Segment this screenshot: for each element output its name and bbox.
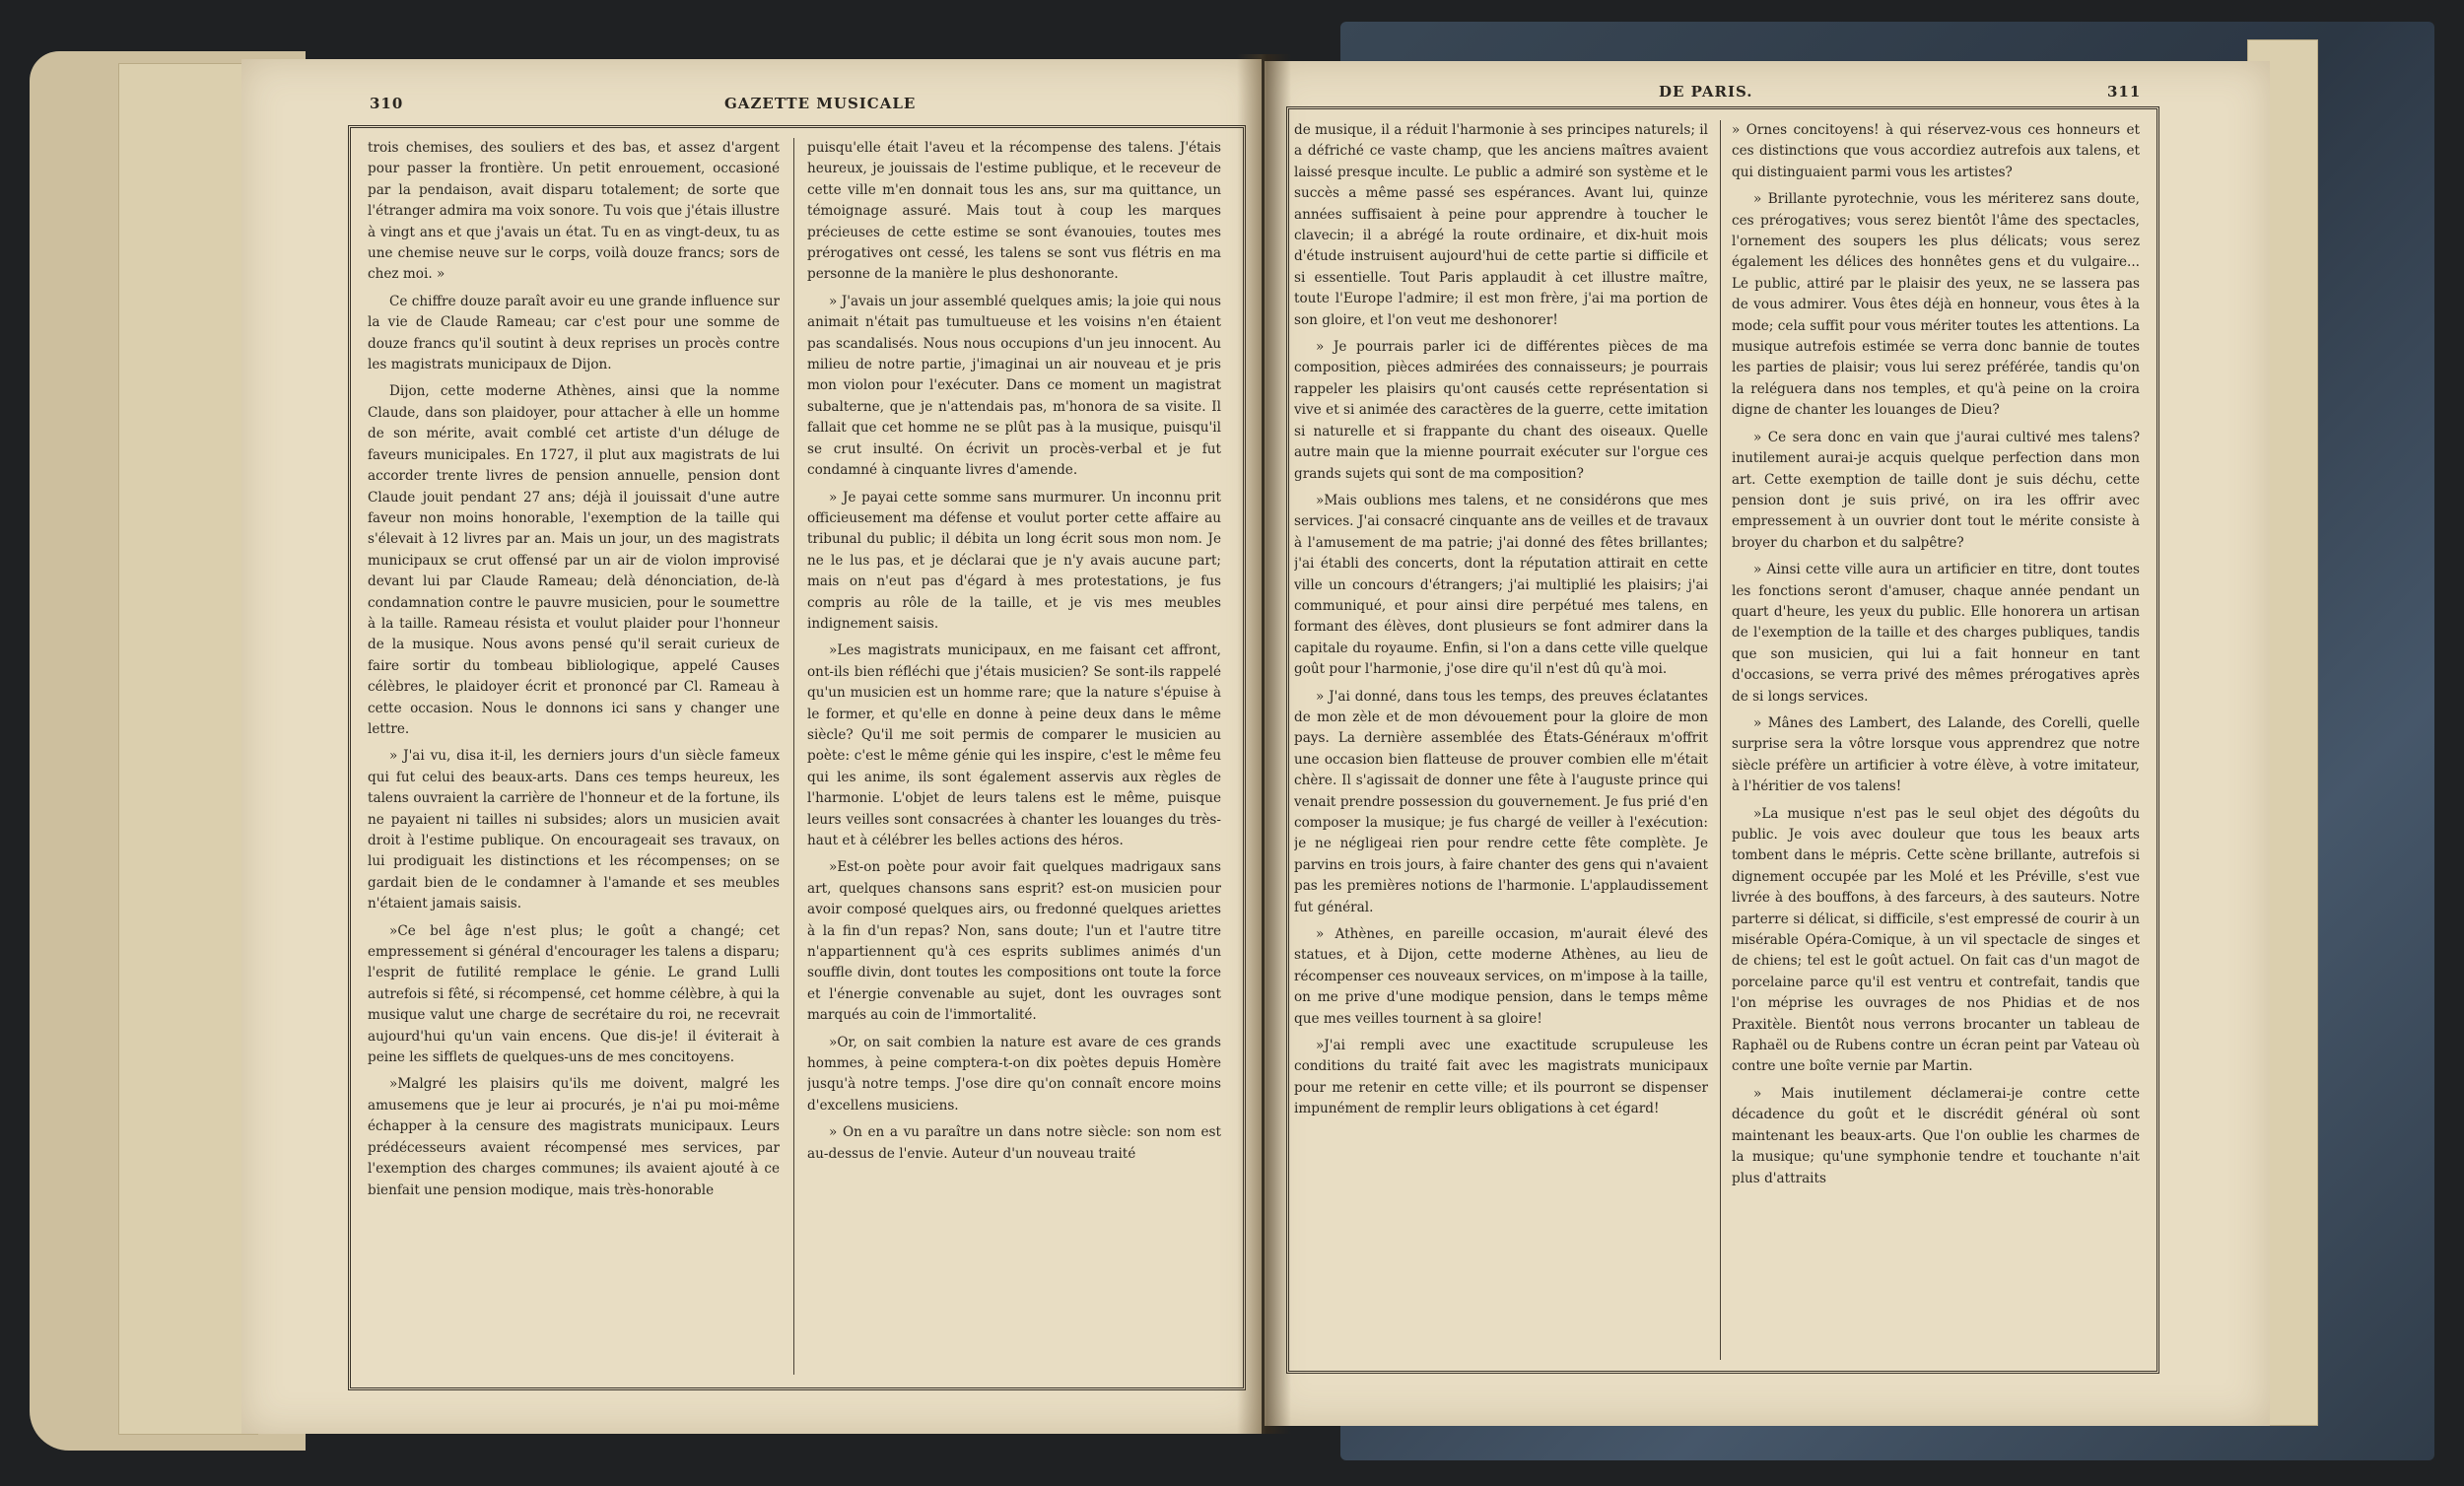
paragraph: »J'ai rempli avec une exactitude scrupuleuse les conditions du traité fait avec les magistrats municipaux pour me retenir en cette ville; et ils pourront se dispenser impunément de remplir leurs obligations à cet égard! xyxy=(1294,1038,1708,1117)
page-edges-left xyxy=(118,63,258,1435)
paragraph: »Mais oublions mes talens, et ne considérons que mes services. J'ai consacré cinquante ans de veilles et de travaux à l'amusement de ma patrie; j'ai donné des fêtes brillantes; j'ai établi des concerts, dont la réputation attirait en cette ville un concours d'étrangers; j'ai multiplié les plaisirs; j'ai communiqué, et pour ainsi dire perpétué mes talens, en formant des élèves, dont plusieurs se font admirer dans la capitale du royaume. Enfin, si l'on a dans cette ville quelque goût pour l'harmonie, j'ose dire qu'il n'est dû qu'à moi. xyxy=(1294,492,1708,678)
paragraph: »Ce bel âge n'est plus; le goût a changé; cet empressement si général d'encourager les talens a disparu; l'esprit de futilité remplace le génie. Le grand Lulli autrefois si fêté, si récompensé, cet homme célèbre, à qui la musique valut une charge de secrétaire du roi, ne recevrait aujourd'hui qu'un vain encens. Que dis-je! il éviterait à peine les sifflets de quelques-uns de mes concitoyens. xyxy=(368,922,780,1066)
column-rule-right xyxy=(1720,120,1721,1360)
paragraph: »La musique n'est pas le seul objet des dégoûts du public. Je vois avec douleur que tous les beaux arts tombent dans le mépris. Cette scène brillante, autrefois si dignement occupée par les Molé et les Préville, s'est vue livrée à des bouffons, à des farceurs, à des sauteurs. Notre parterre si délicat, si difficile, s'est empressé de courir à un misérable Opéra-Comique, à un vil spectacle de singes et de chiens; tel est le goût actuel. On fait cas d'un magot de porcelaine parce qu'il est ventru et contrefait, tandis que l'on méprise les ouvrages de nos Phidias et de nos Praxitèle. Bientôt nous verrons brocanter un tableau de Raphaël ou de Rubens contre un écran peint par Vateau où contre une boîte vernie par Martin. xyxy=(1732,805,2140,1075)
paragraph: »Or, on sait combien la nature est avare de ces grands hommes, à peine comptera-t-on dix poètes depuis Homère jusqu'à notre temps. J'ose dire qu'on connaît encore moins d'excellens musiciens. xyxy=(807,1034,1221,1114)
page-number-right: 311 xyxy=(2107,83,2142,101)
running-head-right: DE PARIS. xyxy=(1659,83,1753,101)
paragraph: »Est-on poète pour avoir fait quelques madrigaux sans art, quelques chansons sans esprit? est-on musicien pour avoir composé quelques airs, ou fredonné quelques ariettes à la fin d'un repas? Non, sans doute; l'un et l'autre titre n'appartiennent qu'à ces esprits sublimes animés d'un souffle divin, dont toutes les compositions ont toute la force et l'énergie convenable au sujet, dont les ouvrages sont marqués au coin de l'immortalité. xyxy=(807,859,1221,1024)
left-page xyxy=(241,59,1262,1434)
paragraph: » On en a vu paraître un dans notre siècle: son nom est au-dessus de l'envie. Auteur d'un nouveau traité xyxy=(807,1124,1221,1162)
book-gutter xyxy=(1237,54,1291,1434)
paragraph: » J'avais un jour assemblé quelques amis; la joie qui nous animait n'était pas tumultueuse et les voisins n'en étaient pas scandalisés. Nous nous occupions d'un jeu innocent. Au milieu de notre partie, j'imaginai un air nouveau et je pris mon violon pour l'exécuter. Dans ce moment un magistrat subalterne, que je n'attendais pas, m'honora de sa visite. Il fallait que cet homme ne se plût pas à la musique, puisqu'il se crut insulté. On écrivit un procès-verbal et je fut condamné à cinquante livres d'amende. xyxy=(807,293,1221,479)
paragraph: »Les magistrats municipaux, en me faisant cet affront, ont-ils bien réfléchi que j'étais musicien? Se sont-ils rappelé qu'un musicien est un homme rare; que la nature s'épuise à le former, et qu'elle en donne à peine deux dans le même siècle? Qu'il me soit permis de comparer le musicien au poète: c'est le même génie qui les inspire, c'est le même feu qui les anime, ils sont également asservis aux règles de l'harmonie. L'objet de leurs talens est le même, puisque leurs veilles sont consacrées à chanter les louanges du très-haut et à célébrer les belles actions des héros. xyxy=(807,642,1221,848)
paragraph: » Brillante pyrotechnie, vous les mériterez sans doute, ces prérogatives; vous serez bientôt l'âme des spectacles, l'ornement des soupers les plus délicats; vous serez également les délices des honnêtes gens et du vulgaire... Le public, attiré par le plaisir des yeux, ne se lassera pas de vous admirer. Vous êtes déjà en honneur, vous êtes à la mode; cela suffit pour vous mériter toutes les attentions. La musique autrefois estimée se verra donc bannie de toutes les parties de plaisir; vous lui serez préférée, tandis qu'on la reléguera dans nos temples, et qu'à peine on la croira digne de chanter les louanges de Dieu? xyxy=(1732,191,2140,419)
right-page xyxy=(1265,61,2270,1426)
paragraph: » Ainsi cette ville aura un artificier en titre, dont toutes les fonctions seront d'amuser, chaque année pendant un quart d'heure, les yeux du public. Elle honorera un artisan de l'exemption de la taille et des charges publiques, tandis que son musicien, qui lui a fait honneur en tant d'occasions, se verra privé des mêmes prérogatives après de si longs services. xyxy=(1732,562,2140,705)
paragraph: puisqu'elle était l'aveu et la récompense des talens. J'étais heureux, je jouissais de l'estime publique, et le receveur de cette ville m'en donnait tous les ans, sur ma quittance, un témoignage assuré. Mais tout à coup les marques précieuses de cette estime se sont évanouies, toutes mes prérogatives ont cessé, les talens se sont vus flétris en ma personne de la manière le plus deshonorante. xyxy=(807,140,1221,283)
column-rule-left xyxy=(793,138,794,1375)
paragraph: » Ce sera donc en vain que j'aurai cultivé mes talens? inutilement aurai-je acquis quelque perfection dans mon art. Cette exemption de taille dont je suis déchu, cette pension dont je suis privé, on ira les offrir avec empressement à un ouvrier dont tout le mérite consiste à broyer du charbon et du salpêtre? xyxy=(1732,429,2140,551)
paragraph: Ce chiffre douze paraît avoir eu une grande influence sur la vie de Claude Rameau; car c'est pour une somme de douze francs qu'il soutint à deux reprises un procès contre les magistrats municipaux de Dijon. xyxy=(368,293,780,373)
paragraph: » Athènes, en pareille occasion, m'aurait élevé des statues, et à Dijon, cette moderne Athènes, au lieu de récompenser ces nouveaux services, on m'impose à la taille, on me prive d'une modique pension, dans le temps même que mes veilles tournent à sa gloire! xyxy=(1294,926,1708,1027)
paragraph: de musique, il a réduit l'harmonie à ses principes naturels; il a défriché ce vaste champ, que les anciens maîtres avaient laissé presque inculte. Le public a admiré son système et le succès a même passé ses espérances. Avant lui, quinze années suffisaient à peine pour apprendre à toucher le clavecin; il a abrégé la route ordinaire, et dix-huit mois d'étude instruisent aujourd'hui de cette partie si difficile et si essentielle. Tout Paris applaudit à cet illustre maître, toute l'Europe l'admire; il est mon frère, j'ai ma portion de son gloire, et l'on veut me deshonorer! xyxy=(1294,122,1708,328)
text-column-left-2 xyxy=(807,138,1221,1375)
paragraph: » J'ai donné, dans tous les temps, des preuves éclatantes de mon zèle et de mon dévouement pour la gloire de mon pays. La dernière assemblée des États-Généraux m'offrit une occasion bien flatteuse de prouver combien elle m'était chère. Il s'agissait de donner une fête à l'auguste prince qui venait prendre possession du gouvernement. Je fus prié d'en composer la musique; je fus chargé de veiller à l'exécution: je ne négligeai rien pour rendre cette fête complète. Je parvins en trois jours, à faire chanter des gens qui n'avaient pas les premières notions de l'harmonie. L'applaudissement fut général. xyxy=(1294,688,1708,915)
paragraph: » Mais inutilement déclamerai-je contre cette décadence du goût et le discrédit général où sont maintenant les beaux-arts. Que l'on oublie les charmes de la musique; qu'une symphonie tendre et touchante n'ait plus d'attraits xyxy=(1732,1085,2140,1186)
text-column-right-2 xyxy=(1732,120,2140,1360)
paragraph: » Je payai cette somme sans murmurer. Un inconnu prit officieusement ma défense et voulut porter cette affaire au tribunal du public; il débita un long écrit sous mon nom. Je ne le lus pas, et je déclarai que je n'y avais aucune part; mais on n'eut pas d'égard à mes protestations, je fus compris au rôle de la taille, et je vis mes meubles indignement saisis. xyxy=(807,489,1221,632)
paragraph: »Malgré les plaisirs qu'ils me doivent, malgré les amusemens que je leur ai procurés, je n'ai pu moi-même échapper à la censure des magistrats municipaux. Leurs prédécesseurs avaient récompensé mes services, par l'exemption des charges communes; ils avaient ajouté à ce bienfait une pension modique, mais très-honorable xyxy=(368,1076,780,1198)
page-number-left: 310 xyxy=(370,95,404,112)
paragraph: » Mânes des Lambert, des Lalande, des Corelli, quelle surprise sera la vôtre lorsque vous apprendrez que notre siècle préfère un artificier à votre élève, à votre imitateur, à l'héritier de vos talens! xyxy=(1732,714,2140,795)
paragraph: Dijon, cette moderne Athènes, ainsi que la nomme Claude, dans son plaidoyer, pour attacher à elle un homme de son mérite, avait comblé cet artiste d'un déluge de faveurs municipales. En 1727, il plut aux magistrats de lui accorder trente livres de pension annuelle, pension dont Claude jouit pendant 27 ans; déjà il jouissait d'une autre faveur non moins honorable, l'exemption de la taille qui s'élevait à 12 livres par an. Mais un jour, un des magistrats municipaux se crut offensé par un air de violon improvisé devant lui par Claude Rameau; delà dénonciation, de-là condamnation contre le pauvre musicien, pour le soumettre à la taille. Rameau résista et voulut plaider pour l'honneur de la musique. Nous avons pensé qu'il serait curieux de faire sortir du tombeau bibliologique, appelé Causes célèbres, le plaidoyer écrit et prononcé par Cl. Rameau à cette occasion. Nous le donnons ici sans y changer une lettre. xyxy=(368,383,780,737)
text-column-left-1 xyxy=(368,138,780,1375)
paragraph: » Ornes concitoyens! à qui réservez-vous ces honneurs et ces distinctions que vous accordiez autrefois aux talens, et qui distinguaient parmi vous les artistes? xyxy=(1732,122,2140,180)
paragraph: » J'ai vu, disa it-il, les derniers jours d'un siècle fameux qui fut celui des beaux-arts. Dans ces temps heureux, les talens ouvraient la carrière de l'honneur et de la fortune, ils ne payaient ni tailles ni subsides; alors un musicien avait droit à l'estime publique. On encourageait ses travaux, on lui prodiguait les distinctions et les récompenses; on se gardait bien de le condamner à l'amande et ses meubles n'étaient jamais saisis. xyxy=(368,748,780,912)
paragraph: trois chemises, des souliers et des bas, et assez d'argent pour passer la frontière. Un petit enrouement, occasioné par la pendaison, avait disparu totalement; de sorte que l'étranger admira ma voix sonore. Tu vois que j'étais illustre à vingt ans et que j'avais un état. Tu en as vingt-deux, tu as une chemise neuve sur le corps, voilà douze francs; sors de chez moi. » xyxy=(368,140,780,283)
paragraph: » Je pourrais parler ici de différentes pièces de ma composition, pièces admirées des connaisseurs; je pourrais rappeler les plaisirs qu'ont causés cette représentation si vive et si animée des caractères de la guerre, cette imitation si naturelle et si frappante du chant des oiseaux. Quelle autre main que la mienne pourrait exécuter sur l'orgue ces grands sujets qui sont de ma composition? xyxy=(1294,339,1708,482)
running-head-left: GAZETTE MUSICALE xyxy=(724,95,917,112)
text-column-right-1 xyxy=(1294,120,1708,1360)
